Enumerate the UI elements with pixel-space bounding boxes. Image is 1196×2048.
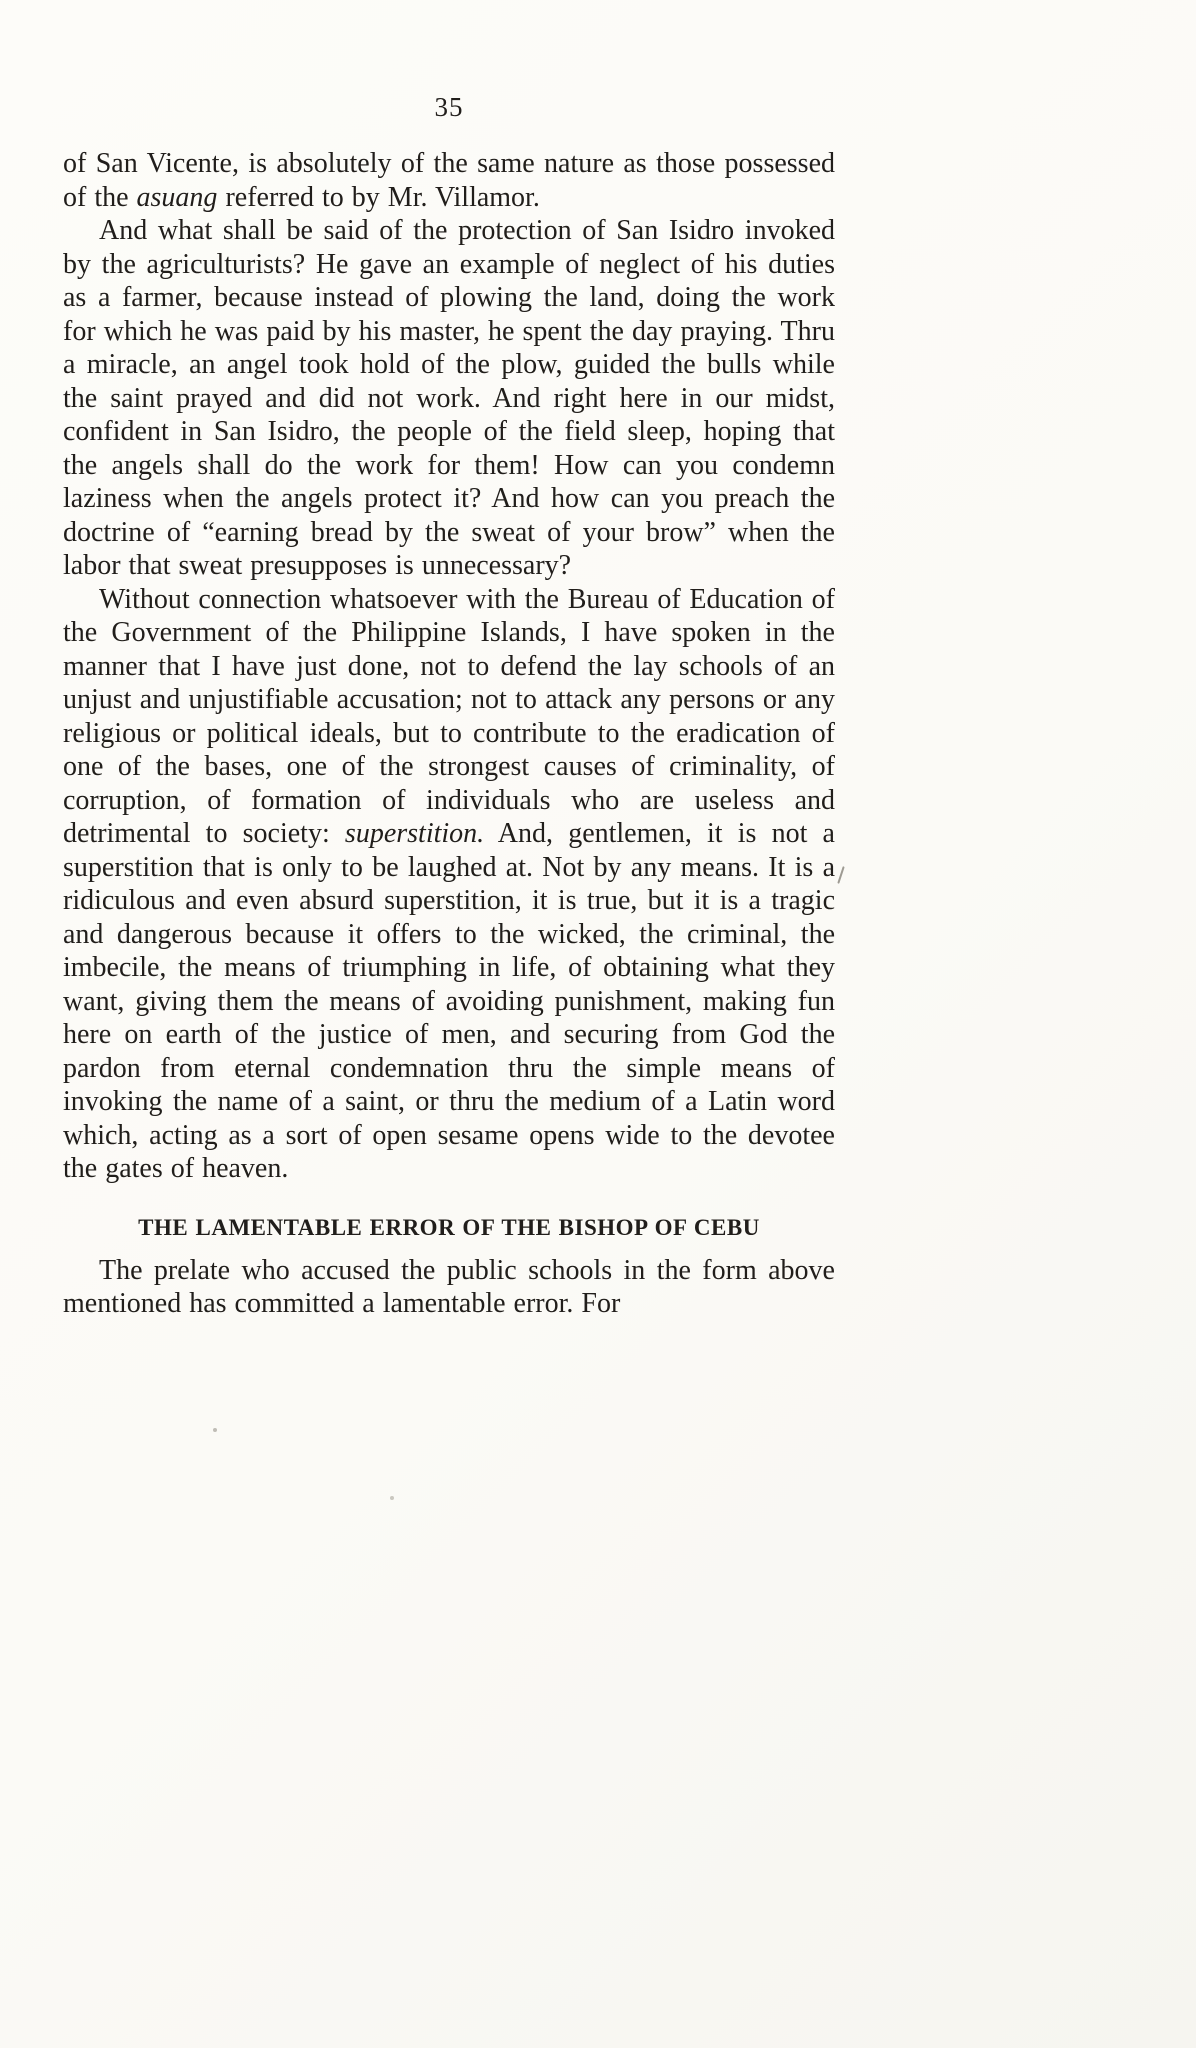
paragraph-3-italic-term: superstition. bbox=[344, 818, 485, 849]
paragraph-1-italic-term: asuang bbox=[136, 181, 218, 213]
scan-artifact-dot bbox=[213, 1428, 217, 1432]
section-heading: THE LAMENTABLE ERROR OF THE BISHOP OF CEBU bbox=[138, 1214, 760, 1240]
page-content bbox=[63, 0, 835, 1321]
scan-artifact-slash bbox=[837, 866, 844, 884]
paragraph-san-isidro: And what shall be said of the protection of San Isidro invoked by the agriculturists? He gave an example of neglect of his duties as a farmer, because instead of plowing the land, doing the work for which he was paid by his master, he spent the day praying. Thru a miracle, an angel took hold of the plow, guided the bulls while the saint prayed and did not work. And right here in our midst, confident in San Isidro, the people of the field sleep, hoping that the angels shall do the work for them! How can you condemn laziness when the angels protect it? And how can you preach the doctrine of “earning bread by the sweat of your brow” when the labor that sweat presupposes is unnecessary? bbox=[63, 215, 835, 581]
paragraph-1-text-cont: referred to by Mr. Villamor. bbox=[217, 181, 540, 213]
paragraph-3-text: Without connection whatsoever with the Bureau of Education of the Government of the Philippine Islands, I have spoken in the manner that I have just done, not to defend the lay schools of an unjust and unjustifiable accusation; not to attack any persons or any religious or political ideals, but to contribute to the eradication of one of the bases, one of the strongest causes of criminality, of corruption, of formation of individuals who are useless and detrimental to society: bbox=[63, 583, 835, 849]
paragraph-prelate: The prelate who accused the public schools in the form above mentioned has committed a lamentable error. For bbox=[63, 1254, 835, 1319]
paragraph-1-text: of San Vicente, is absolutely of the same nature as those possessed of the bbox=[63, 148, 835, 213]
paragraph-continuation bbox=[63, 147, 835, 214]
scan-artifact-dot bbox=[390, 1496, 394, 1500]
text-block bbox=[63, 147, 835, 1321]
paragraph-superstition bbox=[63, 583, 835, 1186]
page-number: 35 bbox=[434, 92, 464, 122]
paragraph-3-text-cont: And, gentlemen, it is not a superstition that is only to be laughed at. Not by any means. It is a ridiculous and even absurd superstition, it is true, but it is a tragic and dangerous because it offers to the wicked, the criminal, the imbecile, the means of triumphing in life, of obtaining what they want, giving them the means of avoiding punishment, making fun here on earth of the justice of men, and securing from God the pardon from eternal condemnation thru the simple means of invoking the name of a saint, or thru the medium of a Latin word which, acting as a sort of open sesame opens wide to the devotee the gates of heaven. bbox=[63, 818, 835, 1184]
